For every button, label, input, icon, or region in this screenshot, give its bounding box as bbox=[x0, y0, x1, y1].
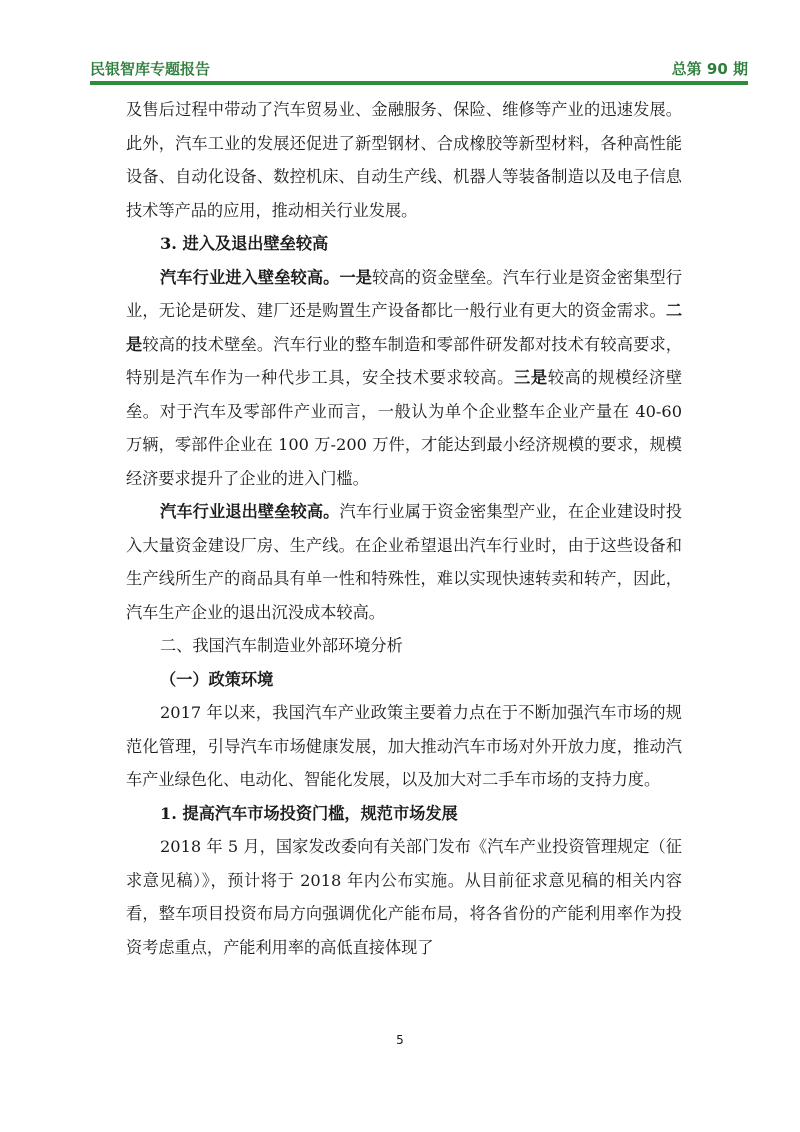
report-series-title: 民银智库专题报告 bbox=[90, 60, 211, 78]
page-header bbox=[90, 56, 748, 82]
label-three: 三是 bbox=[514, 368, 548, 387]
heading-barriers: 3. 进入及退出壁垒较高 bbox=[160, 234, 329, 253]
paragraph-exit-barriers bbox=[126, 495, 682, 629]
paragraph-entry-barriers bbox=[126, 261, 682, 496]
issue-number: 总第 90 期 bbox=[671, 60, 748, 78]
text-tech-barrier: 较高的技术壁垒。汽车行业的整车制造和零部件研发都对技术有较高要求，特别是汽车作为一种代步工具，安全技术要求较高。 bbox=[126, 334, 682, 387]
page-number: 5 bbox=[396, 1033, 404, 1047]
document-body bbox=[126, 93, 682, 964]
lead-exit-barriers: 汽车行业退出壁垒较高。 bbox=[160, 502, 340, 521]
text-exit-barriers: 汽车行业属于资金密集型产业，在企业建设时投入大量资金建设厂房、生产线。在企业希望退出汽车行业时，由于这些设备和生产线所生产的商品具有单一性和特殊性，难以实现快速转卖和转产，因此，汽车生产企业的退出沉没成本较高。 bbox=[126, 502, 683, 622]
lead-entry-barriers: 汽车行业进入壁垒较高。 bbox=[160, 267, 340, 287]
label-one: 一是 bbox=[339, 267, 373, 287]
header-divider bbox=[90, 81, 748, 85]
paragraph-policy-overview: 2017 年以来，我国汽车产业政策主要着力点在于不断加强汽车市场的规范化管理，引导汽车市场健康发展，加大推动汽车市场对外开放力度，推动汽车产业绿色化、电动化、智能化发展，以及加大对二手车市场的支持力度。 bbox=[126, 703, 682, 789]
paragraph-investment-rules: 2018 年 5 月，国家发改委向有关部门发布《汽车产业投资管理规定（征求意见稿）》，预计将于 2018 年内公布实施。从目前征求意见稿的相关内容看，整车项目投资布局方向强调优化产能布局，将各省份的产能利用率作为投资考虑重点，产能利用率的高低直接体现了 bbox=[126, 837, 682, 957]
section-heading-external-environment: 二、我国汽车制造业外部环境分析 bbox=[160, 636, 403, 655]
text-capital-barrier: 较高的资金壁垒。汽车行业是资金密集型行业，无论是研发、建厂还是购置生产设备都比一般行业有更大的资金需求。 bbox=[126, 267, 683, 320]
subheading-policy-environment: （一）政策环境 bbox=[160, 669, 274, 689]
heading-investment-threshold: 1. 提高汽车市场投资门槛，规范市场发展 bbox=[160, 803, 458, 823]
label-two: 二是 bbox=[126, 301, 682, 354]
text-scale-barrier: 较高的规模经济壁垒。对于汽车及零部件产业而言，一般认为单个企业整车企业产量在 40-60 万辆，零部件企业在 100 万-200 万件，才能达到最小经济规模的要求，规模经济要求提升了企业的进入门槛。 bbox=[126, 368, 683, 488]
paragraph-industry-drive: 及售后过程中带动了汽车贸易业、金融服务、保险、维修等产业的迅速发展。此外，汽车工业的发展还促进了新型钢材、合成橡胶等新型材料，各种高性能设备、自动化设备、数控机床、自动生产线、机器人等装备制造以及电子信息技术等产品的应用，推动相关行业发展。 bbox=[126, 100, 682, 220]
